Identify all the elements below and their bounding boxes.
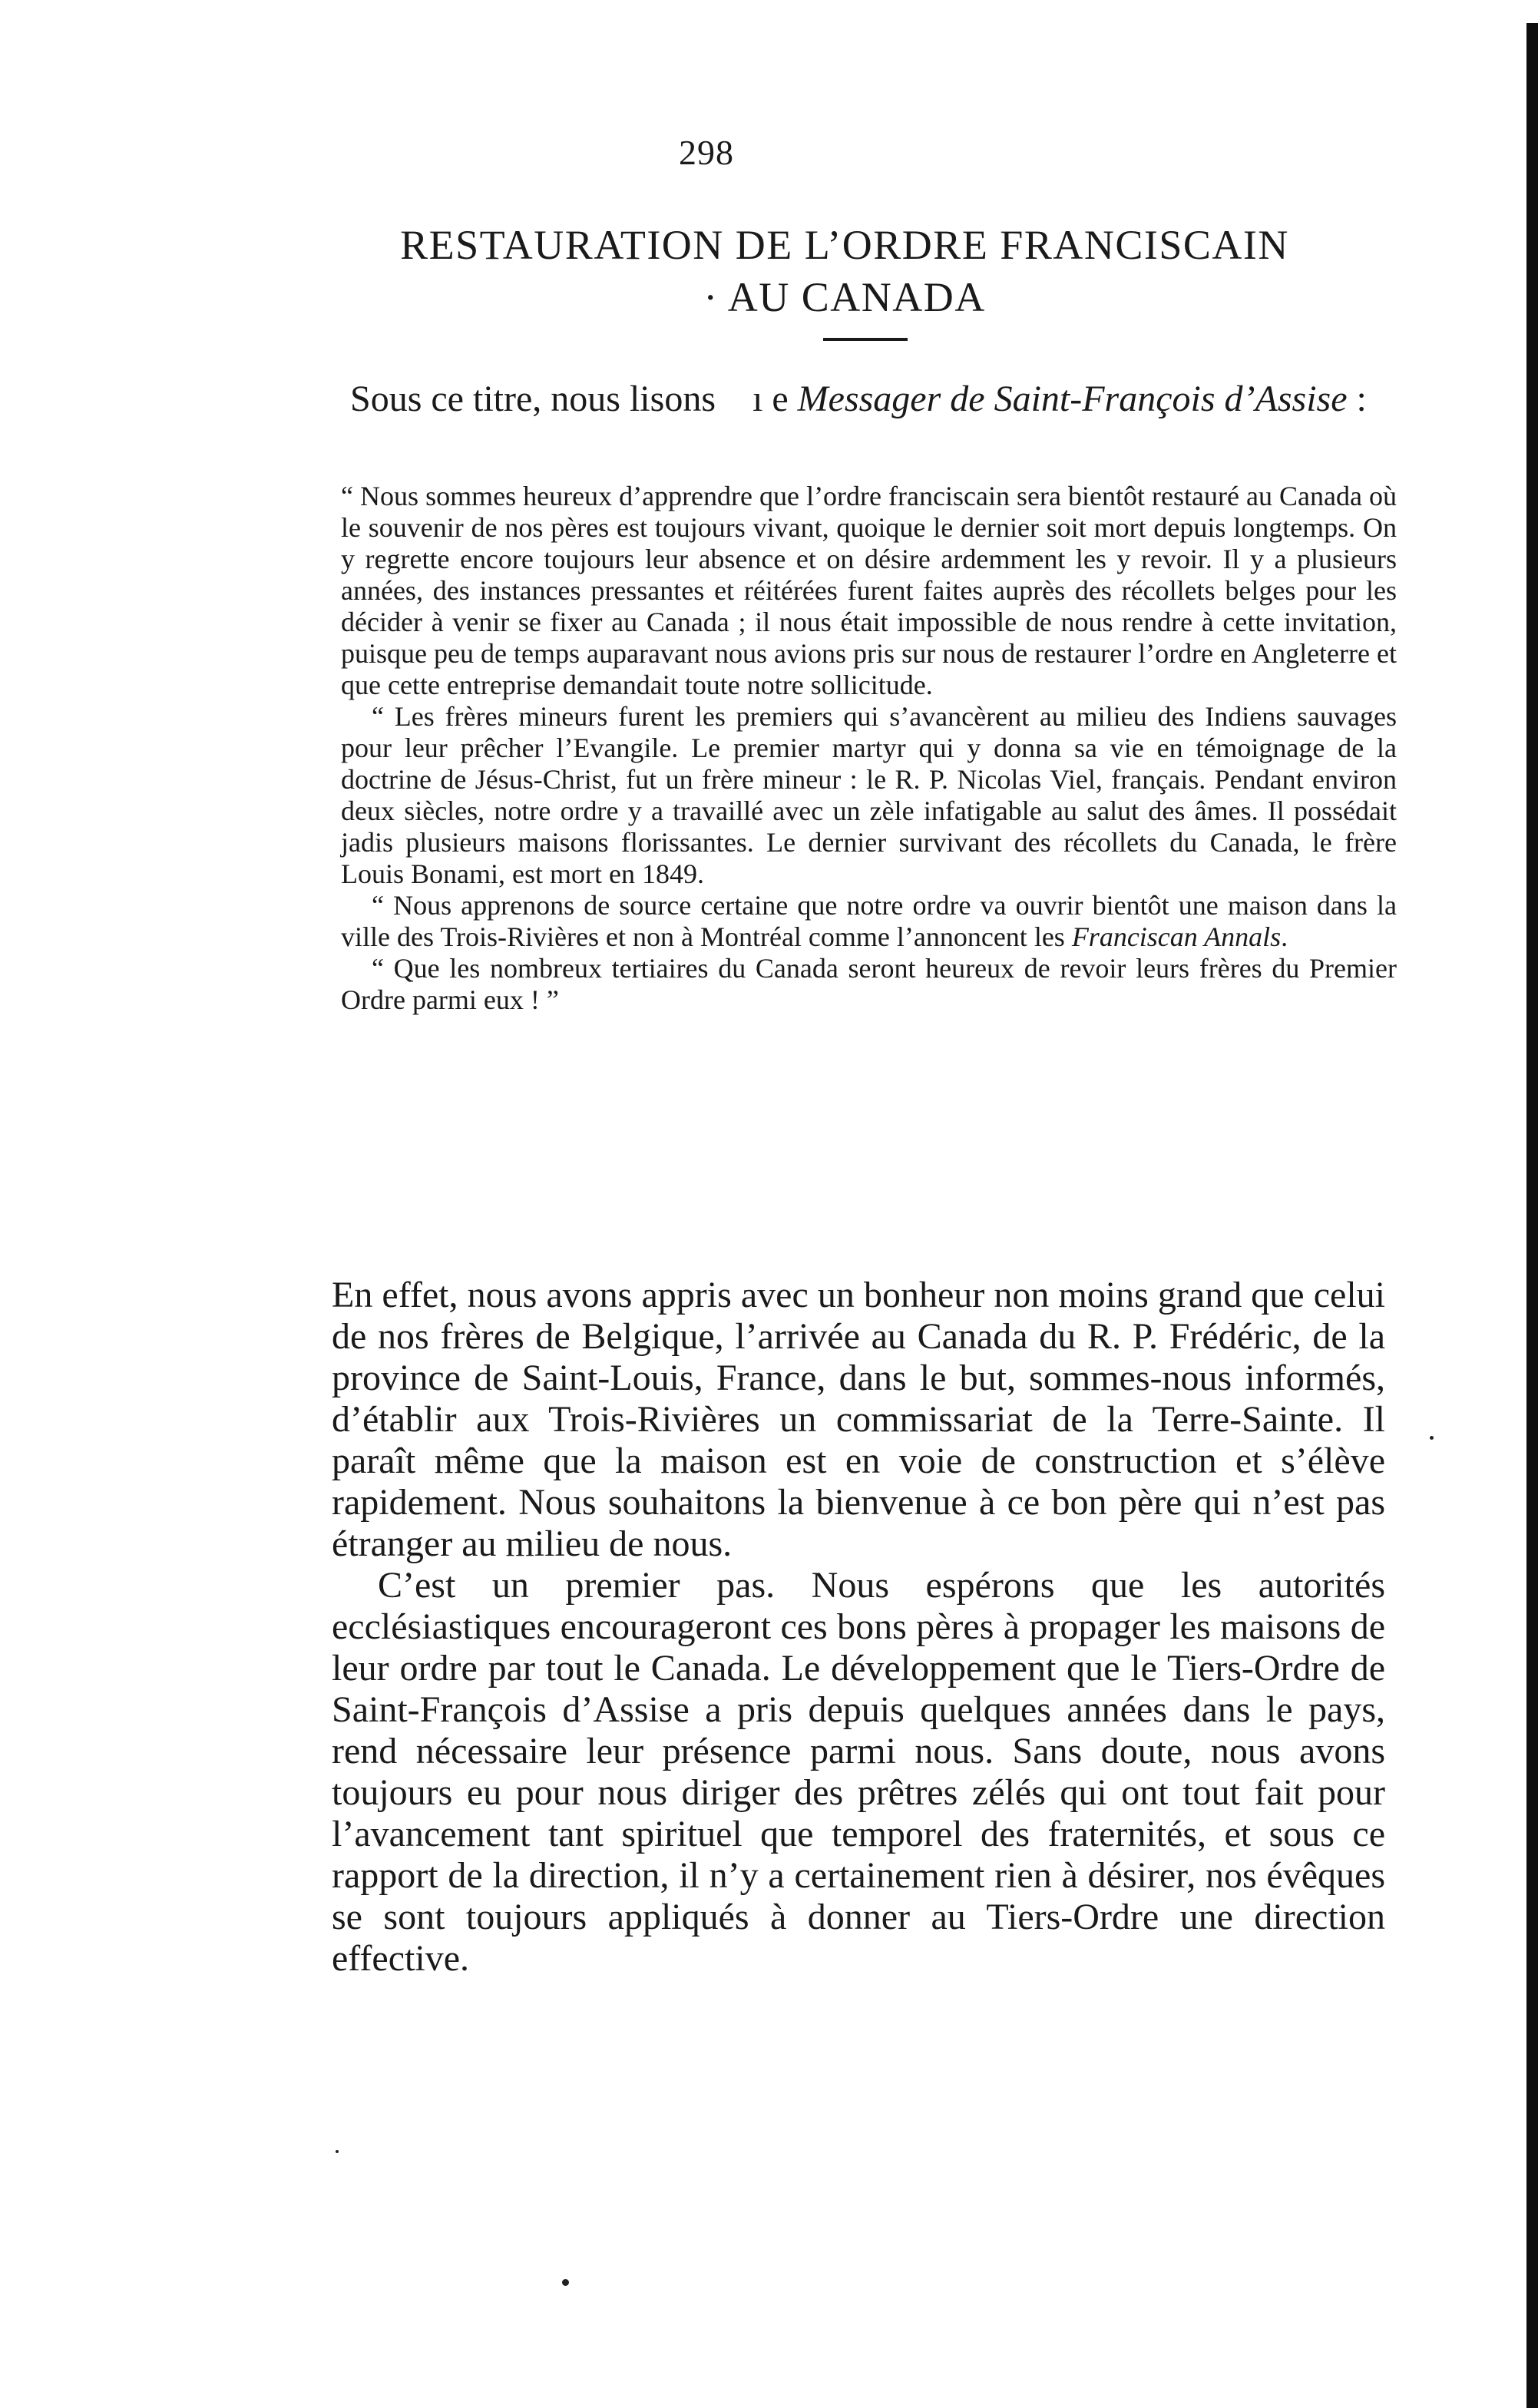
quote-paragraph: “ Les frères mineurs furent les premiers qui s’avancèrent au milieu des Indiens sauvages pour leur prêcher l’Evangile. Le premier martyr qui y donna sa vie en témoignage de la doctrine de Jésus-Christ, fut un frère mineur : le R. P. Nicolas Viel, français. Pendant environ deux siècles, notre ordre y a travaillé avec un zèle infatigable au salut des âmes. Il possédait jadis plusieurs maisons florissantes. Le dernier survivant des récollets du Canada, le frère Louis Bonami, est mort en 1849. xyxy=(341,701,1397,889)
title-line: RESTAURATION DE L’ORDRE FRANCISCAIN xyxy=(400,222,1289,268)
quote-paragraph: “ Que les nombreux tertiaires du Canada seront heureux de revoir leurs frères du Premier Ordre parmi eux ! ” xyxy=(341,953,1397,1015)
intro-lead: Sous ce titre, nous lisons ı e xyxy=(350,379,798,419)
quote-p3-tail: . xyxy=(1281,921,1288,952)
quote-paragraph xyxy=(341,890,1397,953)
body-paragraph: C’est un premier pas. Nous espérons que les autorités ecclésiastiques encourageront ces bons pères à propager les maisons de leur ordre par tout le Canada. Le développement que le Tiers-Ordre de Saint-François d’Assise a pris depuis quelques années dans le pays, rend nécessaire leur présence parmi nous. Sans doute, nous avons toujours eu pour nous diriger des prêtres zélés qui ont tout fait pour l’avancement tant spirituel que temporel des fraternités, et sous ce rapport de la direction, il n’y a certainement rien à désirer, nos évêques se sont toujours appliqués à donner au Tiers-Ordre une direction effective. xyxy=(332,1565,1385,1979)
scan-speck xyxy=(562,2279,569,2286)
page-number: 298 xyxy=(679,133,734,172)
title-rule xyxy=(823,338,908,341)
source-title: Messager de Saint-François d’Assise xyxy=(797,379,1348,419)
title-line: · AU CANADA xyxy=(703,274,986,320)
quote-p3-lead: “ Nous apprenons de source certaine que notre ordre va ouvrir bientôt une maison dans la ville des Trois-Rivières et non à Montréal comme l’annoncent les xyxy=(341,890,1397,952)
body-paragraph: En effet, nous avons appris avec un bonheur non moins grand que celui de nos frères de Belgique, l’arrivée au Canada du R. P. Frédéric, de la province de Saint-Louis, France, dans le but, sommes-nous informés, d’établir aux Trois-Rivières un commissariat de la Terre-Sainte. Il paraît même que la maison est en voie de construction et s’élève rapidement. Nous souhaitons la bienvenue à ce bon père qui n’est pas étranger au milieu de nous. xyxy=(332,1275,1385,1564)
intro-line xyxy=(350,374,1410,425)
quoted-passage xyxy=(341,481,1397,1016)
quote-paragraph: “ Nous sommes heureux d’apprendre que l’ordre franciscain sera bientôt restauré au Canada où le souvenir de nos pères est toujours vivant, quoique le dernier soit mort depuis longtemps. On y regrette encore toujours leur absence et on désire ardemment les y revoir. Il y a plusieurs années, des instances pressantes et réitérées furent faites auprès des récollets belges pour les décider à venir se fixer au Canada ; il nous était impossible de nous rendre à cette invitation, puisque peu de temps auparavant nous avions pris sur nous de restaurer l’ordre en Angleterre et que cette entreprise demandait toute notre sollicitude. xyxy=(341,481,1397,700)
scan-edge-bar xyxy=(1526,23,1538,2408)
publication-name: Franciscan Annals xyxy=(1071,921,1282,952)
article-body xyxy=(332,1275,1385,1980)
scan-speck xyxy=(336,2150,339,2153)
article-title xyxy=(276,219,1413,323)
scan-speck xyxy=(1430,1436,1434,1440)
intro-tail: : xyxy=(1347,379,1367,419)
